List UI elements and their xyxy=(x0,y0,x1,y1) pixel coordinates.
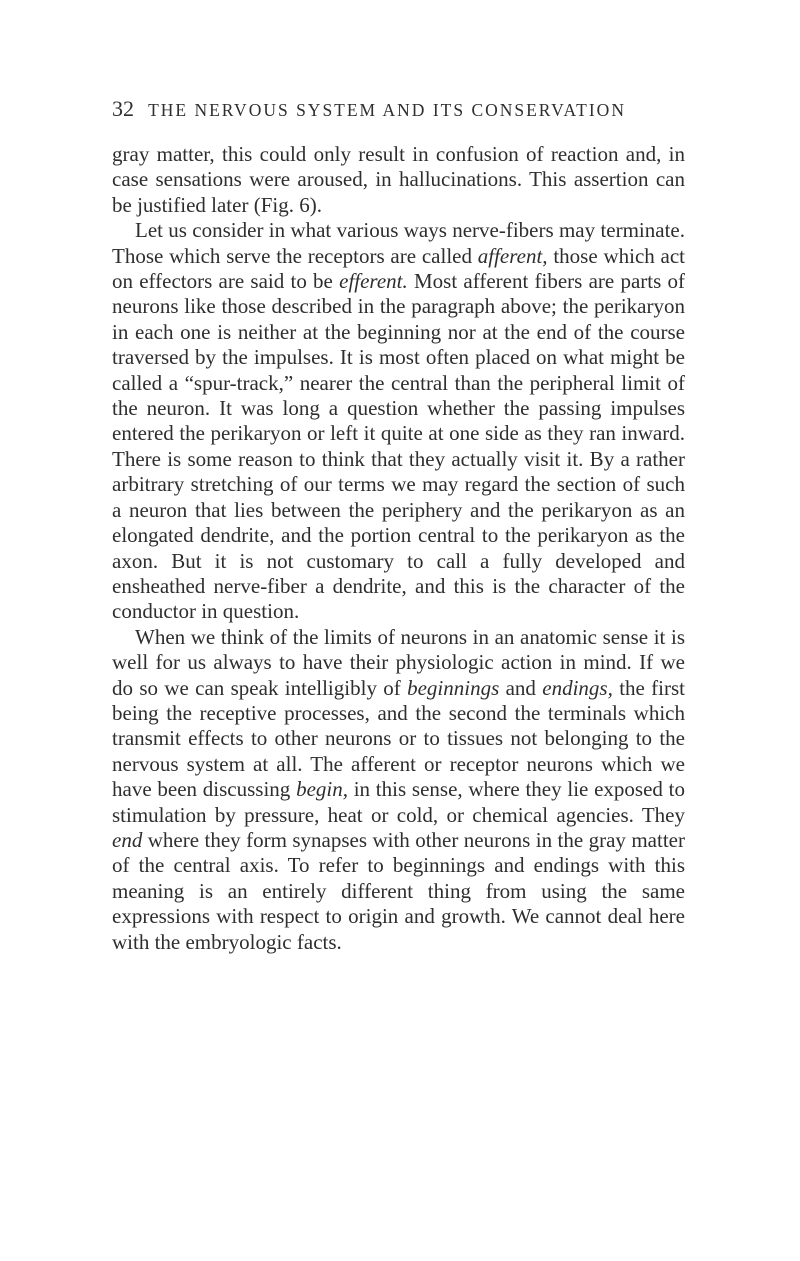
text-run: those which act on effectors are said to be xyxy=(112,243,686,294)
body-text xyxy=(112,142,685,955)
text-run: gray matter, this could only result in confusion of reaction and, in case sensations were aroused, in hallucinations. This assertion can be justified later (Fig. 6). xyxy=(112,142,685,217)
text-run: in this sense, where they lie exposed to stimulation by pressure, heat or cold, or chemical agencies. They xyxy=(112,777,685,827)
text-run: Let us consider in what various ways nerve-fibers may terminate. Those which serve the receptors are called xyxy=(112,218,685,268)
text-run: where they form synapses with other neurons in the gray matter of the central axis. To refer to beginnings and endings with this meaning is an entirely different thing from using the same expressions with respect to origin and growth. We cannot deal here with the embryologic facts. xyxy=(112,827,685,954)
paragraph xyxy=(112,625,685,955)
text-run: When we think of the limits of neurons in an anatomic sense it is well for us always to have their physiologic action in mind. If we do so we can speak intelligibly of xyxy=(112,624,685,700)
page-number: 32 xyxy=(112,96,134,121)
italic-term: beginnings xyxy=(407,675,500,700)
running-head xyxy=(112,96,712,122)
paragraph xyxy=(112,142,685,218)
text-run: the first being the receptive processes, and the second the terminals which transmit effects to other neurons or to tissues not belonging to the nervous system at all. The afferent or receptor neurons which we have been discussing xyxy=(112,675,686,802)
italic-term: end xyxy=(112,827,143,852)
italic-term: efferent. xyxy=(339,269,408,294)
running-head-title: THE NERVOUS SYSTEM AND ITS CONSERVATION xyxy=(148,100,626,120)
italic-term: afferent, xyxy=(477,243,548,268)
paragraph xyxy=(112,218,685,625)
italic-term: begin, xyxy=(296,777,348,802)
italic-term: endings, xyxy=(542,675,613,700)
text-run: Most afferent fibers are parts of neurons like those described in the paragraph above; the perikaryon in each one is neither at the beginning nor at the end of the course traversed by the impulses. It is most often placed on what might be called a “spur-track,” nearer the central than the peripheral limit of the neuron. It was long a question whether the passing impulses entered the perikaryon or left it quite at one side as they ran inward. There is some reason to think that they actually visit it. By a rather arbitrary stretching of our terms we may regard the section of such a neuron that lies between the periphery and the perikaryon as an elongated dendrite, and the portion central to the perikaryon as the axon. But it is not customary to call a fully developed and ensheathed nerve-fiber a dendrite, and this is the character of the conductor in question. xyxy=(112,269,686,624)
text-run: and xyxy=(499,675,543,700)
